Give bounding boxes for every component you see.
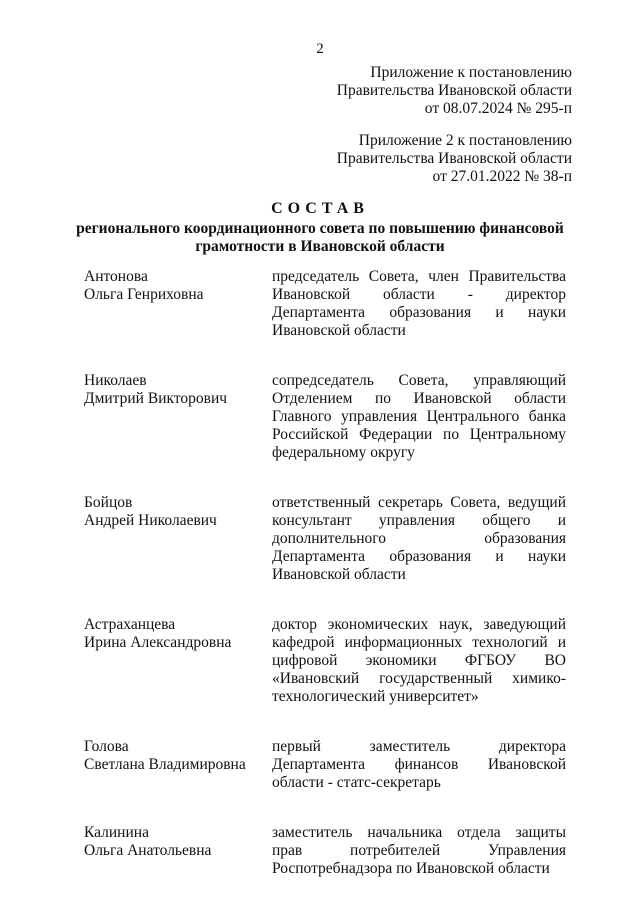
member-entry — [84, 824, 566, 878]
appendix-reference-original — [337, 132, 572, 186]
member-surname: Голова — [84, 738, 129, 755]
member-surname: Калинина — [84, 824, 149, 841]
member-name — [84, 494, 272, 530]
member-role: первый заместитель директора Департамента финансов Ивановской области - статс-секретарь — [272, 738, 566, 791]
title-subtitle-line: грамотности в Ивановской области — [195, 238, 445, 255]
member-name — [84, 824, 272, 860]
member-surname: Николаев — [84, 372, 147, 389]
member-role: заместитель начальника отдела защиты прав потребителей Управления Роспотребнадзора по Ивановской области — [272, 824, 566, 877]
page-number: 2 — [316, 41, 324, 57]
member-role: сопредседатель Совета, управляющий Отделением по Ивановской области Главного управления Центрального банка Российской Федерации по Центральному федеральному округу — [272, 372, 566, 461]
member-role: доктор экономических наук, заведующий кафедрой информационных технологий и цифровой экономики ФГБОУ ВО «Ивановский государственный химико-технологический университет» — [272, 616, 566, 705]
member-surname: Антонова — [84, 268, 148, 285]
members-list — [84, 268, 566, 910]
member-surname: Астраханцева — [84, 616, 176, 633]
member-given-names: Ирина Александровна — [84, 634, 232, 651]
member-entry — [84, 738, 566, 792]
appendix-line: Правительства Ивановской области — [336, 82, 572, 99]
member-role: председатель Совета, член Правительства Ивановской области - директор Департамента образования и науки Ивановской области — [272, 268, 566, 339]
member-name — [84, 268, 272, 304]
appendix-line: от 08.07.2024 № 295-п — [424, 100, 572, 117]
member-given-names: Ольга Генриховна — [84, 286, 204, 303]
appendix-line: Приложение к постановлению — [370, 64, 572, 81]
appendix-line: Правительства Ивановской области — [336, 150, 572, 167]
document-title — [60, 200, 580, 256]
member-surname: Бойцов — [84, 494, 133, 511]
member-role: ответственный секретарь Совета, ведущий консультант управления общего и дополнительного образования Департамента образования и науки Ивановской области — [272, 494, 566, 583]
member-entry — [84, 616, 566, 706]
member-given-names: Светлана Владимировна — [84, 756, 246, 773]
member-entry — [84, 268, 566, 340]
member-entry — [84, 372, 566, 462]
appendix-reference-current — [337, 64, 572, 118]
member-name — [84, 738, 272, 774]
member-name — [84, 616, 272, 652]
member-given-names: Ольга Анатольевна — [84, 842, 212, 859]
member-entry — [84, 494, 566, 584]
member-given-names: Дмитрий Викторович — [84, 390, 228, 407]
member-name — [84, 372, 272, 408]
appendix-line: от 27.01.2022 № 38-п — [432, 168, 572, 185]
title-heading: СОСТАВ — [271, 200, 369, 217]
member-given-names: Андрей Николаевич — [84, 512, 217, 529]
title-subtitle-line: регионального координационного совета по повышению финансовой — [76, 220, 564, 237]
appendix-line: Приложение 2 к постановлению — [358, 132, 572, 149]
